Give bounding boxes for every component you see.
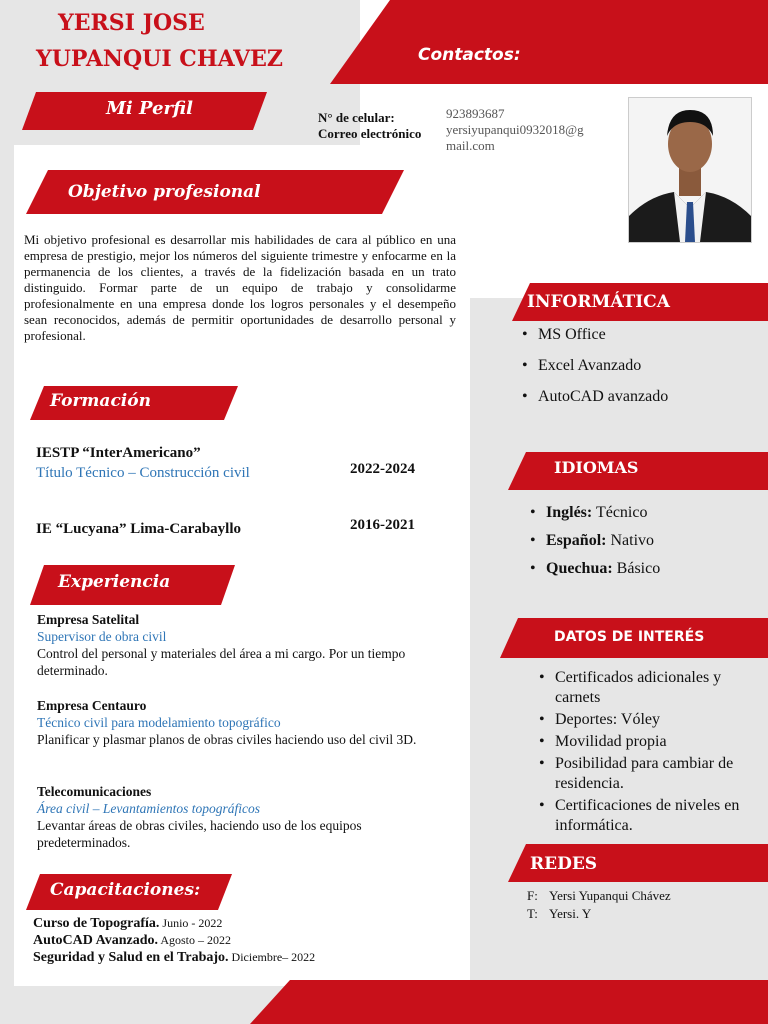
language-name: Quechua: [546,560,613,577]
objective-text: Mi objetivo profesional es desarrollar mis habilidades de cara al público en una empresa de prestigio, mejor los números del siguiente trimestre y enfocarme en la permanencia de los clientes, a través de la fidelización basada en un trato distinguido. Formar parte de un equipo de trabajo y consolidarme profesionalmente en una empresa donde los logros personales y el desempeño sean reconocidos, además de permitir oportunidades de desarrollo personal y profesional. [24,232,456,343]
language-level: Básico [612,560,661,577]
footer-banner [250,980,768,1024]
idiomas-list [546,504,660,588]
email-label: Correo electrónico [318,126,422,141]
course-date: Junio - 2022 [159,916,223,930]
list-item: • Certificados adicionales y carnets [555,668,760,708]
formacion-years-1: 2022-2024 [350,461,415,477]
redes-row-t [527,906,591,922]
formacion-years-2: 2016-2021 [350,517,415,533]
list-item: • Certificaciones de niveles en informática. [555,796,760,836]
language-level: Técnico [592,504,648,521]
name-line-1: YERSI JOSE [58,10,205,36]
list-item: • Posibilidad para cambiar de residencia. [555,754,760,794]
course-name: Curso de Topografía. [33,916,160,931]
list-item [33,949,315,966]
language-name: Inglés: [546,504,593,521]
datos-list [555,668,760,838]
experience-company: Telecomunicaciones [37,784,152,799]
list-item [546,504,660,532]
email-value-2: mail.com [446,138,495,153]
formacion-institution-2: IE “Lucyana” Lima-Carabayllo [36,521,242,537]
experience-company: Empresa Centauro [37,698,147,713]
redes-title: REDES [530,854,598,874]
contacts-label: Contactos: [418,45,521,65]
perfil-label: Mi Perfil [106,98,193,119]
experience-role: Técnico civil para modelamiento topográfico [37,715,281,730]
list-item: • Deportes: Vóley [555,710,760,730]
objective-title: Objetivo profesional [68,182,261,202]
profile-photo [628,97,752,243]
language-level: Nativo [606,532,655,549]
list-item [33,915,315,932]
name-line-2: YUPANQUI CHAVEZ [36,46,283,72]
experiencia-title: Experiencia [58,572,171,592]
experience-desc: Planificar y plasmar planos de obras civiles haciendo uso del civil 3D. [37,732,417,747]
redes-key: F: [527,888,538,903]
course-name: AutoCAD Avanzado. [33,933,158,948]
list-item: • AutoCAD avanzado [538,388,668,419]
idiomas-title: IDIOMAS [554,458,639,477]
course-date: Diciembre– 2022 [228,950,316,964]
list-item: • Excel Avanzado [538,357,668,388]
list-item [546,560,660,588]
left-strip [0,145,14,988]
redes-key: T: [527,906,538,921]
experience-role: Supervisor de obra civil [37,629,167,644]
experience-item [37,697,442,748]
formacion-title: Formación [50,391,151,411]
email-value-1: yersiyupanqui0932018@g [446,122,584,137]
capacitaciones-list [33,915,315,966]
experience-role: Área civil – Levantamientos topográficos [37,801,260,816]
list-item: • Movilidad propia [555,732,760,752]
list-item [33,932,315,949]
course-date: Agosto – 2022 [157,933,231,947]
experience-desc: Control del personal y materiales del área a mi cargo. Por un tiempo determinado. [37,646,406,678]
phone-value: 923893687 [446,106,505,121]
course-name: Seguridad y Salud en el Trabajo. [33,950,229,965]
datos-title: DATOS DE INTERÉS [554,629,705,645]
list-item: • MS Office [538,326,668,357]
experience-item [37,611,442,679]
formacion-degree-1: Título Técnico – Construcción civil [36,465,250,481]
informatica-list [538,326,668,419]
contacts-banner [330,0,768,84]
phone-label: N° de celular: [318,110,395,125]
capacitaciones-title: Capacitaciones: [50,880,201,900]
list-item [546,532,660,560]
redes-value: Yersi Yupanqui Chávez [549,888,671,903]
experience-company: Empresa Satelital [37,612,140,627]
experience-item [37,783,442,851]
formacion-institution-1: IESTP “InterAmericano” [36,445,201,461]
redes-row-f [527,888,671,904]
experience-desc: Levantar áreas de obras civiles, haciendo uso de los equipos predeterminados. [37,818,362,850]
informatica-title: INFORMÁTICA [527,292,670,312]
redes-value: Yersi. Y [549,906,592,921]
language-name: Español: [546,532,607,549]
